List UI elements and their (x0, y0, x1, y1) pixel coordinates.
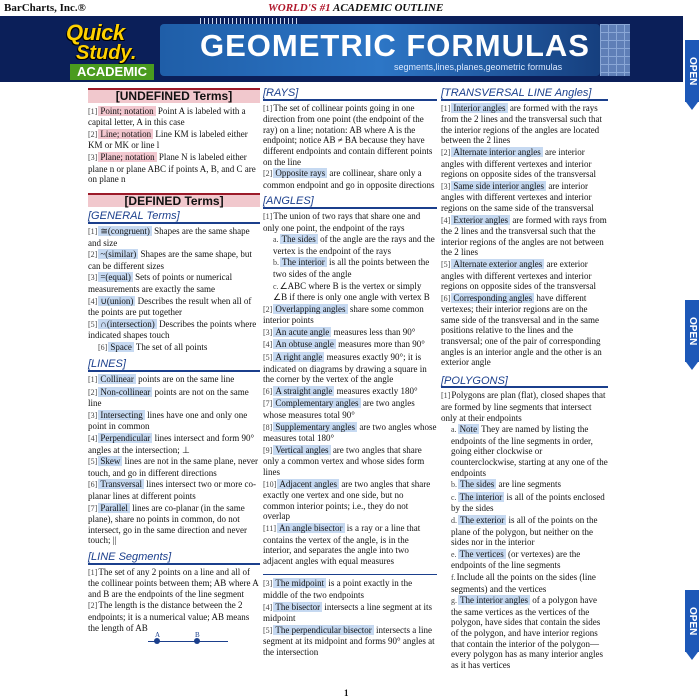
item-term: Plane; notation (100, 151, 155, 162)
item-text: are formed with the rays from the 2 lines and the transversal such that the interior regions of the angles are located between the 2 lines (441, 102, 602, 146)
item-text: (or vertexes) are the endpoints of the line segments (451, 548, 581, 571)
item-number: [8] (263, 422, 273, 432)
defined-terms-heading: [DEFINED Terms] (88, 193, 260, 208)
item-number: [6] (263, 386, 273, 396)
item-text: is all of the points on the plane of the polygon, but neither on the sides nor in the interior (451, 514, 598, 548)
page-title: GEOMETRIC FORMULAS (200, 28, 590, 63)
quickstudy-logo (66, 20, 154, 78)
transversal-list (441, 103, 608, 368)
list-item (88, 479, 260, 501)
open-arrow-icon (686, 652, 698, 660)
item-number: [3] (88, 152, 98, 162)
top-bar (0, 0, 700, 16)
list-item (263, 398, 437, 420)
list-item (88, 410, 260, 432)
list-item (263, 281, 437, 303)
item-term: ∩(intersection) (100, 318, 155, 329)
tagline (268, 2, 443, 14)
list-item (441, 424, 608, 478)
item-number: [1] (441, 391, 451, 401)
item-number: [3] (88, 410, 98, 420)
logo-study-text: Study. (76, 42, 137, 64)
item-text: of the angle are the rays and the vertex is the endpoint of the rays (273, 234, 435, 256)
item-term: ~(similar) (100, 249, 137, 260)
item-number: [2] (263, 169, 273, 179)
item-term: The bisector (275, 601, 321, 612)
list-item (263, 386, 437, 398)
list-item (263, 168, 437, 190)
list-item (88, 272, 260, 294)
item-term: Intersecting (100, 409, 143, 420)
list-item (441, 595, 608, 670)
item-text: Sets of points or numerical measurements are exactly the same (88, 272, 233, 294)
item-term: Vertical angles (275, 444, 329, 455)
item-term: Transversal (100, 479, 142, 490)
item-text: are two angles whose measures total 180° (263, 421, 437, 444)
item-term: Space (110, 341, 132, 352)
item-number: [1] (263, 103, 273, 113)
item-number: [1] (441, 103, 451, 113)
item-number: [6] (88, 480, 98, 490)
item-number: [3] (88, 273, 98, 283)
item-text: They are named by listing the endpoints of the line segments in order, going either clockwise or counterclockwise, starting at any one of the endpoints (451, 424, 608, 478)
list-item (441, 259, 608, 292)
item-text: are two angles whose measures total 90° (263, 398, 415, 421)
list-item (263, 103, 437, 168)
list-item (88, 129, 260, 151)
item-term: A straight angle (275, 385, 333, 396)
item-number: [2] (88, 601, 98, 611)
item-number: [11] (263, 523, 277, 533)
segment-continuation-list (263, 574, 437, 657)
segment-diagram (88, 631, 260, 648)
item-number: [7] (88, 503, 98, 513)
item-term: Skew (100, 456, 121, 467)
item-number: g. (451, 596, 457, 606)
list-item (441, 390, 608, 423)
item-text: intersects a line segment at its midpoint and forms 90° angles at the intersection (263, 624, 435, 657)
item-term: An acute angle (275, 326, 330, 337)
item-text: are formed with rays from the 2 lines and the transversal such that the interior regions of the angles are not between the 2 lines (441, 214, 607, 258)
list-item (441, 215, 608, 258)
list-item (263, 211, 437, 233)
list-item (88, 374, 260, 386)
list-item (263, 602, 437, 624)
item-text: points are on the same line (135, 374, 235, 385)
list-item (263, 445, 437, 478)
item-number: d. (451, 515, 457, 525)
list-item (88, 342, 260, 354)
list-item (263, 578, 437, 600)
item-term: The perpendicular bisector (275, 624, 372, 635)
item-text: measures exactly 90°; it is indicated on diagrams by drawing a square in the corner by the vertex of the angle (263, 352, 427, 385)
polygons-list (441, 390, 608, 670)
item-number: [5] (263, 625, 273, 635)
segment-line (148, 641, 228, 642)
item-term: An obtuse angle (275, 339, 334, 350)
item-text: ∠ABC where B is the vertex or simply ∠B if there is only one angle with vertex B (273, 280, 430, 303)
list-item (263, 422, 437, 444)
item-text: Shapes are the same shape, but can be different sizes (88, 249, 252, 271)
list-item (441, 479, 608, 491)
item-term: Alternate interior angles (453, 146, 541, 157)
open-tab-bottom[interactable]: OPEN (685, 590, 699, 652)
item-term: Line; notation (100, 128, 152, 139)
item-text: of a polygon have the same vertices as the vertices of the polygon, have sides that contain the sides of the polygon, and have interior regions that contain the interior of the polygon—every polygon has as many interior angles as it has vertices (451, 595, 603, 670)
item-term: Point; notation (100, 105, 154, 116)
item-text: measures less than 90° (331, 326, 416, 337)
item-number: [1] (88, 567, 98, 577)
item-term: Interior angles (453, 102, 506, 113)
item-number: a. (273, 235, 279, 245)
item-term: Parallel (100, 502, 128, 513)
item-term: Same side interior angles (453, 180, 545, 191)
polygons-heading: [POLYGONS] (441, 376, 608, 389)
list-item (441, 572, 608, 594)
item-text: lines are not in the same plane, never touch, and go in different directions (88, 456, 259, 478)
item-number: c. (451, 492, 457, 502)
list-item (88, 249, 260, 271)
list-item (263, 479, 437, 522)
item-number: [5] (441, 259, 451, 269)
item-term: Supplementary angles (275, 421, 356, 432)
list-item (263, 625, 437, 658)
logo-academic-badge: ACADEMIC (70, 64, 154, 80)
item-term: The sides (281, 234, 316, 245)
lines-heading: [LINES] (88, 359, 260, 372)
item-text: lines intersect two or more co-planar lines at different points (88, 479, 256, 501)
item-text: Include all the points on the sides (line segments) and the vertices (451, 571, 596, 594)
line-segments-heading: [LINE Segments] (88, 552, 260, 565)
item-text: lines are co-planar (in the same plane), share no points in common, do not intersect, go in the same direction and never touch; || (88, 502, 247, 546)
list-item (88, 433, 260, 455)
item-term: Collinear (100, 374, 134, 385)
item-number: [6] (98, 342, 108, 352)
item-number: [3] (263, 579, 273, 589)
list-item (263, 304, 437, 326)
item-number: [1] (88, 375, 98, 385)
item-number: [1] (88, 106, 98, 116)
item-text: measures more than 90° (335, 339, 425, 350)
angles-heading: [ANGLES] (263, 196, 437, 209)
list-item (441, 492, 608, 514)
item-text: are interior angles with different vertexes and interior regions on the same side of the transversal (441, 180, 594, 213)
item-text: are collinear, share only a common endpoint and go in opposite directions (263, 168, 435, 190)
item-number: [2] (88, 250, 98, 260)
item-text: Polygons are plan (flat), closed shapes that are formed by line segments that intersect only at their endpoints (441, 390, 606, 423)
item-number: [7] (263, 399, 273, 409)
list-item (88, 600, 260, 633)
tagline-rest: ACADEMIC OUTLINE (330, 2, 444, 14)
list-item (441, 181, 608, 214)
item-term: Corresponding angles (453, 292, 533, 303)
grid-decoration (600, 24, 630, 76)
item-text: points are not on the same line (88, 386, 249, 409)
item-number: [6] (441, 293, 451, 303)
list-item (263, 339, 437, 351)
item-term: The exterior (460, 514, 505, 525)
item-number: [5] (88, 457, 98, 467)
item-text: Describes the points where indicated shapes touch (88, 318, 257, 341)
list-item (88, 226, 260, 248)
open-arrow-icon (686, 362, 698, 370)
item-number: [9] (263, 445, 273, 455)
point-a-label: A (155, 631, 161, 640)
item-number: [2] (88, 387, 98, 397)
item-term: Exterior angles (453, 214, 509, 225)
item-text: The length is the distance between the 2 endpoints; it is a numerical value; AB means the length of AB (88, 600, 250, 633)
item-number: [5] (263, 353, 273, 363)
list-item (263, 327, 437, 339)
general-terms-list (88, 226, 260, 354)
brand-name: BarCharts, Inc.® (4, 2, 86, 14)
list-item (88, 503, 260, 546)
item-text: are two angles that share exactly one vertex and one side, but no common interior points; i.e., they do not overlap (263, 478, 431, 522)
line-segments-list (88, 567, 260, 649)
item-text: lines intersect and form 90° angles at the intersection; ⊥ (88, 433, 255, 455)
list-item (88, 106, 260, 128)
list-item (88, 319, 260, 341)
item-text: The set of collinear points going in one direction from one point (the endpoint of the ray) on a line; notation: AB where A is the endpoint; notice AB ≠ BA because they have different endpoints and contain different points on the line (263, 102, 433, 167)
item-term: Perpendicular (100, 433, 151, 444)
item-number: [5] (88, 319, 98, 329)
item-text: have different vertexes; their interior regions are on the same side of the transversal and in the same positions relative to the lines and the transversal; one of the pair of corresponding angles is an interior angle and the other is an exterior angle (441, 292, 602, 368)
item-text: Line KM is labeled either KM or MK or line l (88, 128, 248, 151)
item-term: The midpoint (275, 578, 325, 589)
item-term: ∪(union) (100, 295, 134, 306)
item-number: [3] (263, 327, 273, 337)
item-term: Note (459, 424, 478, 435)
open-tab-top[interactable]: OPEN (685, 40, 699, 102)
item-text: is all the points between the two sides of the angle (273, 257, 430, 279)
item-text: are two angles that share only a common vertex and whose sides form lines (263, 444, 425, 477)
angles-list (263, 211, 437, 566)
list-item (263, 523, 437, 566)
item-number: [1] (263, 211, 273, 221)
item-term: ≅(congruent) (100, 225, 150, 236)
list-item (441, 515, 608, 548)
item-text: is a ray or a line that contains the vertex of the angle, is in the interior, and separates the angle into two adjacent angles with equal measures (263, 522, 421, 566)
item-term: Adjacent angles (279, 478, 338, 489)
item-number: [4] (441, 215, 451, 225)
page-number: 1 (344, 688, 349, 698)
item-number: b. (451, 480, 457, 490)
rays-list (263, 103, 437, 191)
item-term: Non-collinear (100, 386, 151, 397)
item-number: [4] (88, 296, 98, 306)
item-term: Alternate exterior angles (453, 258, 543, 269)
item-term: An angle bisector (279, 522, 343, 533)
item-number: [4] (263, 602, 273, 612)
transversal-heading: [TRANSVERSAL LINE Angles] (441, 88, 608, 101)
item-text: The union of two rays that share one and only one point, the endpoint of the rays (263, 210, 421, 233)
list-item (88, 152, 260, 185)
item-number: [4] (263, 340, 273, 350)
item-text: measures exactly 180° (334, 385, 418, 396)
list-item (88, 567, 260, 600)
item-text: share some common interior points (263, 303, 424, 326)
undefined-terms-list (88, 106, 260, 185)
item-term: The interior (459, 491, 503, 502)
item-text: Point A is labeled with a capital letter, A in this case (88, 105, 246, 128)
item-text: lines have one and only one point in common (88, 409, 248, 432)
list-item (263, 234, 437, 256)
open-arrow-icon (686, 102, 698, 110)
rays-heading: [RAYS] (263, 88, 437, 101)
item-text: Shapes are the same shape and size (88, 225, 250, 248)
item-term: The vertices (459, 548, 504, 559)
item-term: Overlapping angles (275, 303, 346, 314)
item-number: [4] (88, 434, 98, 444)
item-number: [2] (263, 304, 273, 314)
item-number: a. (451, 425, 457, 435)
item-number: b. (273, 258, 279, 268)
item-number: [3] (441, 181, 451, 191)
list-item (88, 296, 260, 318)
item-term: The interior (282, 257, 325, 268)
item-number: c. (273, 281, 279, 291)
point-b-label: B (195, 631, 200, 640)
undefined-terms-heading: [UNDEFINED Terms] (88, 88, 260, 103)
item-text: The set of all points (133, 341, 208, 352)
list-item (88, 456, 260, 478)
item-text: Plane N is labeled either plane n or plane ABC if points A, B, and C are on plane n (88, 151, 256, 185)
list-item (263, 257, 437, 279)
list-item (441, 103, 608, 146)
item-text: is all of the points enclosed by the sides (451, 491, 605, 514)
item-number: [10] (263, 479, 277, 489)
item-text: The set of any 2 points on a line and all of the collinear points between them; AB where A and B are the endpoints of the line segment (88, 566, 259, 599)
title-panel (160, 24, 600, 76)
item-text: intersects a line segment at its midpoint (263, 601, 433, 624)
column-right (441, 88, 608, 671)
open-tab-middle[interactable]: OPEN (685, 300, 699, 362)
item-number: [2] (441, 147, 451, 157)
item-text: are line segments (496, 479, 561, 490)
item-term: Complementary angles (275, 398, 359, 409)
page-subtitle: segments,lines,planes,geometric formulas (394, 62, 563, 72)
item-number: e. (451, 549, 457, 559)
item-text: is a point exactly in the middle of the two endpoints (263, 578, 413, 600)
item-term: Opposite rays (275, 168, 326, 179)
item-term: =(equal) (100, 272, 131, 283)
lines-list (88, 374, 260, 546)
column-left (88, 88, 260, 648)
item-text: are interior angles with different vertexes and interior regions on opposite sides of the transversal (441, 146, 596, 180)
logo-quick-text: Quick (66, 20, 125, 45)
tagline-prefix: WORLD'S #1 (268, 2, 331, 14)
item-text: are exterior angles with different vertexes and interior regions on opposite sides of the transversal (441, 258, 596, 292)
list-item (441, 293, 608, 368)
list-item (263, 352, 437, 385)
item-number: [1] (88, 226, 98, 236)
general-terms-heading: [GENERAL Terms] (88, 211, 260, 224)
item-number: f. (451, 572, 456, 582)
item-term: The interior angles (460, 595, 528, 606)
list-item (441, 147, 608, 180)
item-text: Describes the result when all of the points are put together (88, 295, 252, 318)
item-number: [2] (88, 129, 98, 139)
item-term: The sides (460, 479, 495, 490)
list-item (441, 549, 608, 571)
item-term: A right angle (275, 352, 323, 363)
column-middle (263, 88, 437, 659)
list-item (88, 387, 260, 409)
